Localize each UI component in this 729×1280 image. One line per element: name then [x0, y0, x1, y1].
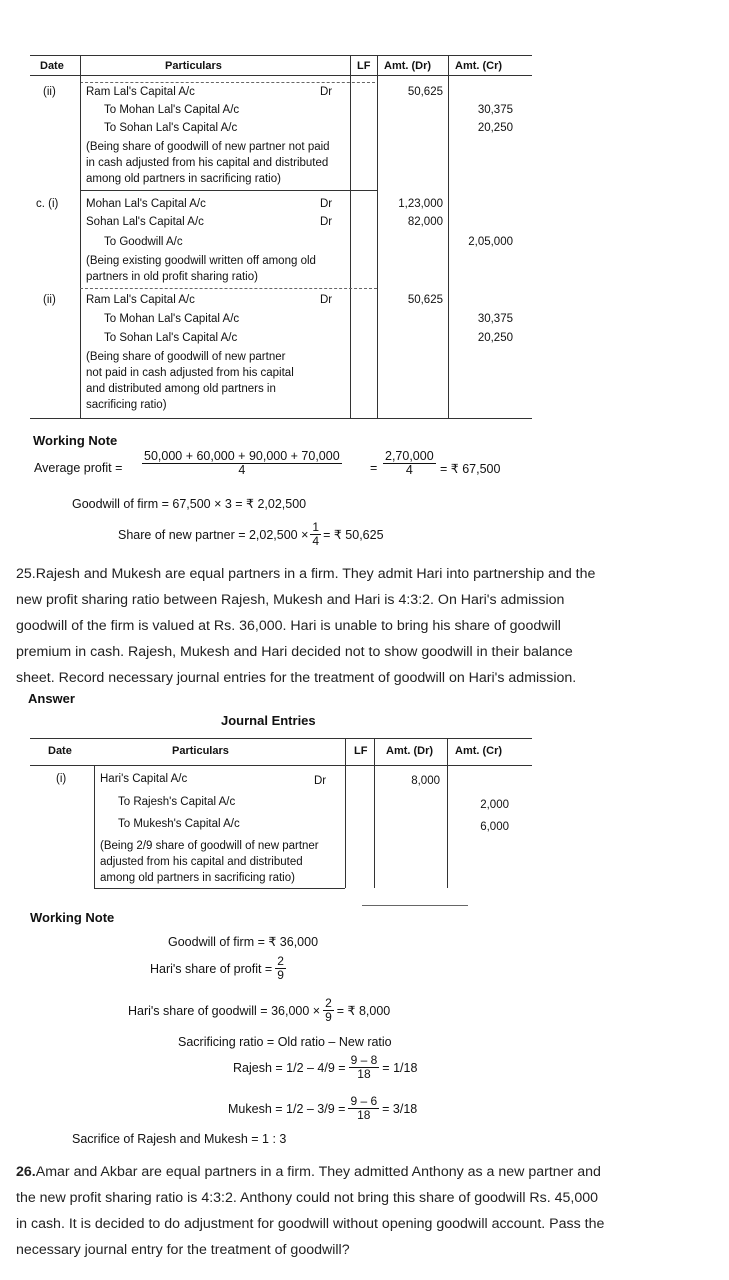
table2-bottom-border	[94, 888, 345, 889]
question-text: goodwill of the firm is valued at Rs. 36,000. Hari is unable to bring his share of goodwill	[16, 618, 561, 634]
fraction-numerator: 9 – 6	[350, 1094, 378, 1108]
debit-account: Sohan Lal's Capital A/c	[86, 216, 204, 228]
table2-header-border	[30, 765, 532, 766]
rajesh-sacrifice	[233, 1054, 417, 1081]
entry-date: c. (i)	[36, 198, 59, 210]
credit-amount: 20,250	[477, 122, 513, 134]
table1-col-divider	[350, 55, 351, 418]
mukesh-label: Mukesh = 1/2 – 3/9 =	[228, 1101, 346, 1116]
header-amt-dr: Amt. (Dr)	[386, 745, 434, 757]
table2-top-border	[30, 738, 532, 739]
hari-share-of-profit	[150, 955, 286, 982]
table1-col-divider	[80, 55, 81, 418]
fraction-numerator: 1	[312, 520, 320, 534]
question-text: in cash. It is decided to do adjustment for goodwill without opening goodwill account. Pass the	[16, 1216, 605, 1232]
debit-amount: 50,625	[407, 86, 443, 98]
fraction-numerator: 50,000 + 60,000 + 90,000 + 70,000	[144, 449, 340, 463]
hari-share-of-goodwill	[128, 997, 390, 1024]
header-particulars: Particulars	[165, 60, 222, 72]
fraction-numerator: 2,70,000	[385, 449, 434, 463]
debit-amount: 50,625	[407, 294, 443, 306]
question-line: Amar and Akbar are equal partners in a firm. They admitted Anthony as a new partner and	[35, 1164, 601, 1180]
rajesh-label: Rajesh = 1/2 – 4/9 =	[233, 1060, 346, 1075]
share-of-new-partner	[118, 521, 384, 548]
table1-top-border	[30, 55, 532, 56]
sacrifice-ratio-result: Sacrifice of Rajesh and Mukesh = 1 : 3	[72, 1132, 287, 1146]
hari-share-label: Hari's share of profit =	[150, 961, 273, 976]
question-text: premium in cash. Rajesh, Mukesh and Hari decided not to show goodwill in their balance	[16, 644, 573, 660]
credit-account: To Mohan Lal's Capital A/c	[104, 313, 240, 325]
entry-date: (i)	[56, 773, 67, 785]
header-amt-cr: Amt. (Cr)	[455, 745, 503, 757]
dr-marker: Dr	[320, 294, 333, 306]
rajesh-result: = 1/18	[382, 1060, 418, 1075]
debit-account: Hari's Capital A/c	[100, 773, 188, 785]
header-amt-cr: Amt. (Cr)	[455, 60, 503, 72]
header-date: Date	[48, 745, 72, 757]
credit-account: To Sohan Lal's Capital A/c	[104, 332, 238, 344]
credit-amount: 2,000	[480, 799, 509, 811]
debit-account: Ram Lal's Capital A/c	[86, 86, 195, 98]
table2-col-divider	[94, 765, 95, 888]
entry-date: (ii)	[43, 294, 56, 306]
credit-account: To Rajesh's Capital A/c	[118, 796, 236, 808]
fraction-denominator: 4	[312, 534, 320, 548]
fraction-denominator: 18	[357, 1067, 371, 1081]
credit-account: To Mukesh's Capital A/c	[118, 818, 240, 830]
share-label: Share of new partner = 2,02,500 ×	[118, 527, 309, 542]
table1-bottom-border	[30, 418, 532, 419]
divider-line	[362, 905, 468, 906]
debit-amount: 8,000	[411, 775, 440, 787]
credit-account: To Sohan Lal's Capital A/c	[104, 122, 238, 134]
dr-marker: Dr	[320, 198, 333, 210]
fraction-denominator: 18	[357, 1108, 371, 1122]
header-lf: LF	[354, 745, 368, 757]
average-profit-label: Average profit =	[34, 461, 123, 475]
question-text: 25.Rajesh and Mukesh are equal partners in a firm. They admit Hari into partnership and the	[16, 566, 596, 582]
fraction-denominator: 9	[325, 1010, 332, 1024]
table2-col-divider	[345, 738, 346, 888]
header-amt-dr: Amt. (Dr)	[384, 60, 432, 72]
equals-sign: =	[370, 461, 378, 475]
narration: and distributed among old partners in	[86, 383, 276, 395]
narration: (Being share of goodwill of new partner not paid	[86, 141, 330, 153]
question-text: sheet. Record necessary journal entries for the treatment of goodwill on Hari's admission.	[16, 670, 577, 686]
credit-amount: 2,05,000	[468, 236, 513, 248]
narration: adjusted from his capital and distributed	[100, 856, 303, 868]
share-result: = ₹ 50,625	[323, 528, 384, 542]
average-profit-fraction-2	[383, 450, 436, 477]
narration: among old partners in sacrificing ratio)	[86, 173, 281, 185]
credit-amount: 6,000	[480, 821, 509, 833]
mukesh-result: = 3/18	[382, 1101, 418, 1116]
entry-separator	[80, 288, 377, 289]
answer-label: Answer	[28, 691, 75, 706]
dr-marker: Dr	[320, 216, 333, 228]
narration: (Being existing goodwill written off among old	[86, 255, 316, 267]
dr-marker: Dr	[320, 86, 333, 98]
fraction-numerator: 2	[277, 954, 284, 968]
dr-marker: Dr	[314, 775, 327, 787]
header-particulars: Particulars	[172, 745, 229, 757]
debit-account: Mohan Lal's Capital A/c	[86, 198, 206, 210]
debit-amount: 1,23,000	[398, 198, 443, 210]
question-text: new profit sharing ratio between Rajesh, Mukesh and Hari is 4:3:2. On Hari's admission	[16, 592, 565, 608]
debit-account: Ram Lal's Capital A/c	[86, 294, 195, 306]
credit-account: To Mohan Lal's Capital A/c	[104, 104, 240, 116]
fraction-numerator: 9 – 8	[350, 1053, 378, 1067]
header-date: Date	[40, 60, 64, 72]
credit-amount: 30,375	[477, 104, 513, 116]
narration: partners in old profit sharing ratio)	[86, 271, 258, 283]
header-lf: LF	[357, 60, 371, 72]
goodwill-of-firm: Goodwill of firm = 67,500 × 3 = ₹ 2,02,500	[72, 497, 307, 511]
narration: (Being share of goodwill of new partner	[86, 351, 286, 363]
narration: sacrificing ratio)	[86, 399, 167, 411]
sacrificing-ratio-formula: Sacrificing ratio = Old ratio – New ratio	[178, 1035, 392, 1049]
fraction-denominator: 4	[238, 463, 246, 477]
table2-col-divider	[374, 738, 375, 888]
journal-entries-title: Journal Entries	[221, 713, 316, 728]
average-profit-result: = ₹ 67,500	[440, 462, 501, 476]
entry-separator	[80, 190, 377, 191]
narration: (Being 2/9 share of goodwill of new partner	[100, 840, 319, 852]
table1-col-divider	[377, 55, 378, 418]
fraction-numerator: 2	[325, 996, 332, 1010]
table1-divider	[80, 82, 375, 83]
narration: among old partners in sacrificing ratio)	[100, 872, 295, 884]
narration: in cash adjusted from his capital and distributed	[86, 157, 329, 169]
narration: not paid in cash adjusted from his capital	[86, 367, 294, 379]
hari-goodwill-label: Hari's share of goodwill = 36,000 ×	[128, 1003, 321, 1018]
credit-amount: 20,250	[477, 332, 513, 344]
average-profit-fraction	[142, 450, 342, 477]
table1-header-border	[30, 75, 532, 76]
credit-amount: 30,375	[477, 313, 513, 325]
question-text: necessary journal entry for the treatment of goodwill?	[16, 1242, 350, 1258]
working-note-title: Working Note	[33, 433, 118, 448]
debit-amount: 82,000	[407, 216, 443, 228]
question-number: 26.	[16, 1164, 36, 1180]
question-text: the new profit sharing ratio is 4:3:2. Anthony could not bring this share of goodwill Rs. 45,000	[16, 1190, 599, 1206]
question-text	[16, 1160, 706, 1186]
hari-goodwill-result: = ₹ 8,000	[336, 1004, 391, 1018]
fraction-denominator: 9	[277, 968, 284, 982]
credit-account: To Goodwill A/c	[104, 236, 183, 248]
goodwill-of-firm: Goodwill of firm = ₹ 36,000	[168, 935, 319, 949]
fraction-denominator: 4	[405, 463, 413, 477]
working-note-title: Working Note	[30, 910, 115, 925]
entry-date: (ii)	[43, 86, 56, 98]
mukesh-sacrifice	[228, 1095, 417, 1122]
